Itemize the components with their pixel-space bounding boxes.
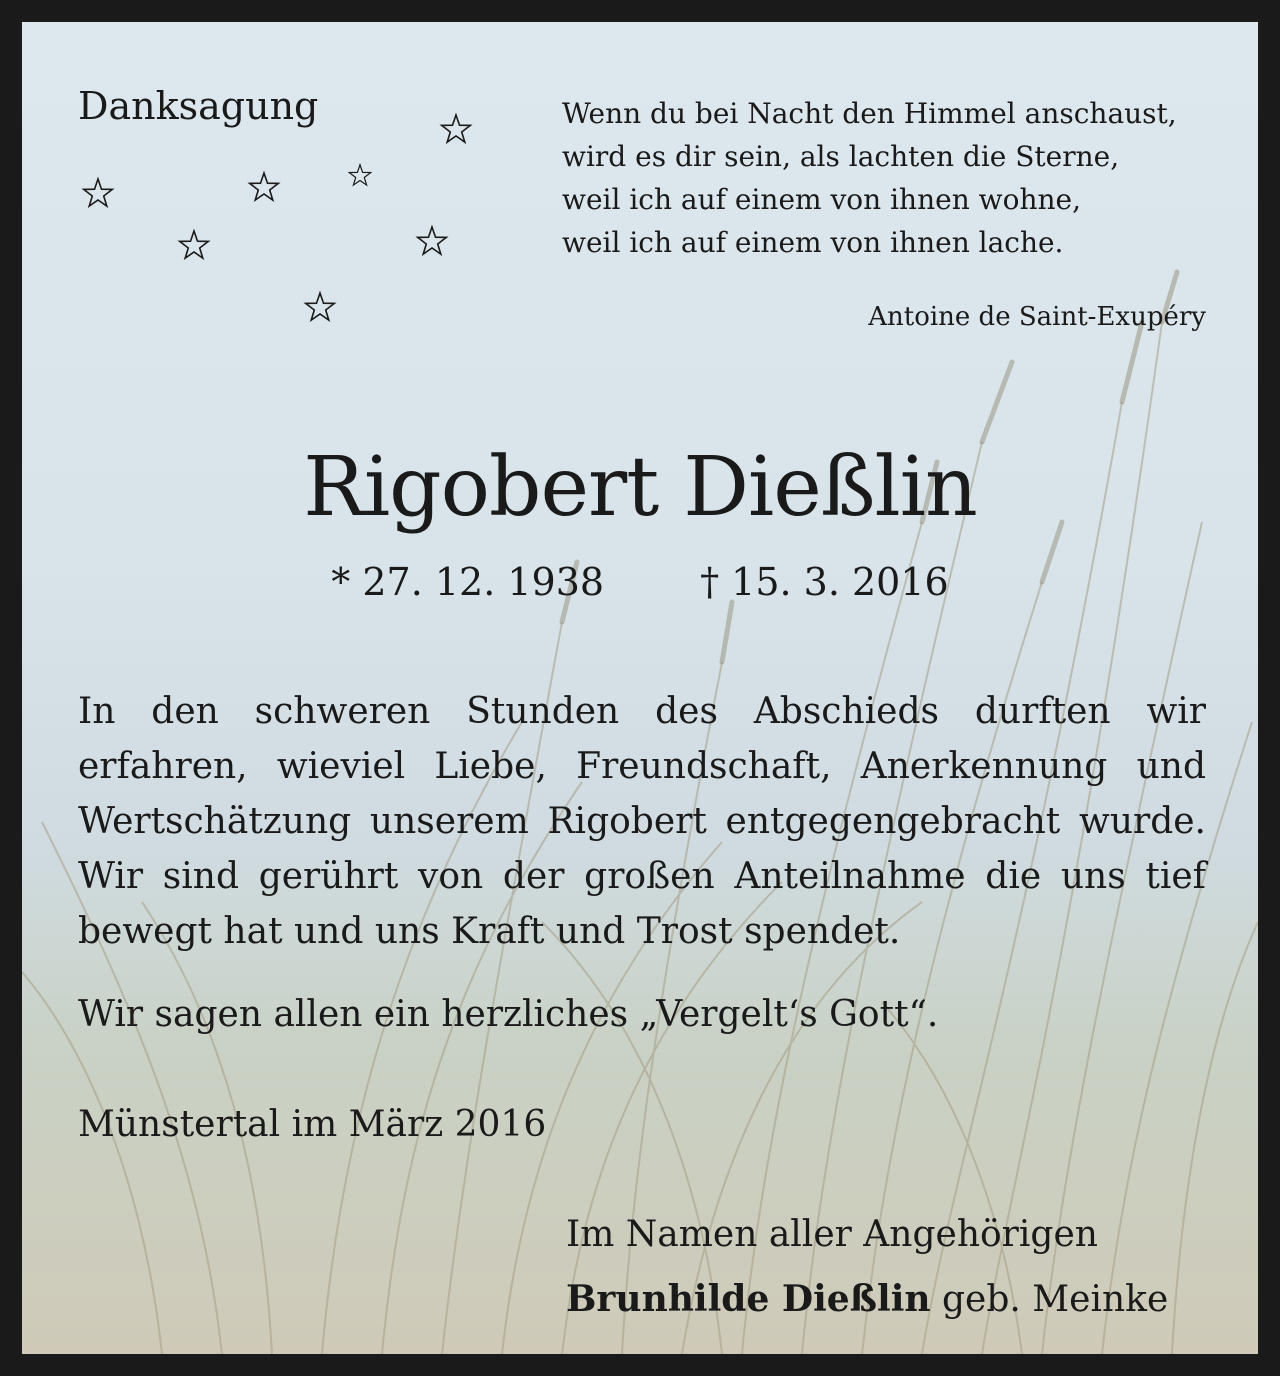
poem-quote xyxy=(562,92,1212,264)
star-outline-icon xyxy=(306,293,335,320)
star-outline-icon xyxy=(418,227,447,254)
death-date: † 15. 3. 2016 xyxy=(700,560,949,604)
quote-line: weil ich auf einem von ihnen wohne, xyxy=(562,183,1081,216)
life-dates xyxy=(22,560,1258,604)
quote-line: weil ich auf einem von ihnen lache. xyxy=(562,226,1064,259)
stars-decoration xyxy=(22,22,542,352)
star-outline-icon xyxy=(84,179,113,206)
star-outline-icon xyxy=(349,165,370,185)
birth-date: * 27. 12. 1938 xyxy=(331,560,605,604)
deceased-name: Rigobert Dießlin xyxy=(303,440,977,535)
signature-suffix: geb. Meinke xyxy=(942,1279,1169,1320)
quote-line: Wenn du bei Nacht den Himmel anschaust, xyxy=(562,97,1177,130)
quote-author: Antoine de Saint-Exupéry xyxy=(868,302,1206,332)
signature-name-line xyxy=(566,1278,1168,1320)
star-outline-icon xyxy=(442,115,471,142)
place-date: Münstertal im März 2016 xyxy=(78,1104,547,1145)
star-outline-icon xyxy=(180,231,209,258)
signature-intro: Im Namen aller Angehörigen xyxy=(566,1214,1098,1255)
signature-name: Brunhilde Dießlin xyxy=(566,1278,931,1320)
body-paragraph: In den schweren Stunden des Abschieds durften wir erfahren, wieviel Liebe, Freundschaft, Anerkennung und Wertschätzung unserem Rigobert entgegengebracht wurde. Wir sind gerührt von der großen Anteilnahme die uns tief bewegt hat und uns Kraft und Trost spendet. xyxy=(78,691,1206,952)
thanks-line: Wir sagen allen ein herzliches „Vergelt‘s Gott“. xyxy=(78,994,939,1035)
star-outline-icon xyxy=(250,173,279,200)
heading-danksagung: Danksagung xyxy=(78,84,319,128)
quote-line: wird es dir sein, als lachten die Sterne, xyxy=(562,140,1120,173)
